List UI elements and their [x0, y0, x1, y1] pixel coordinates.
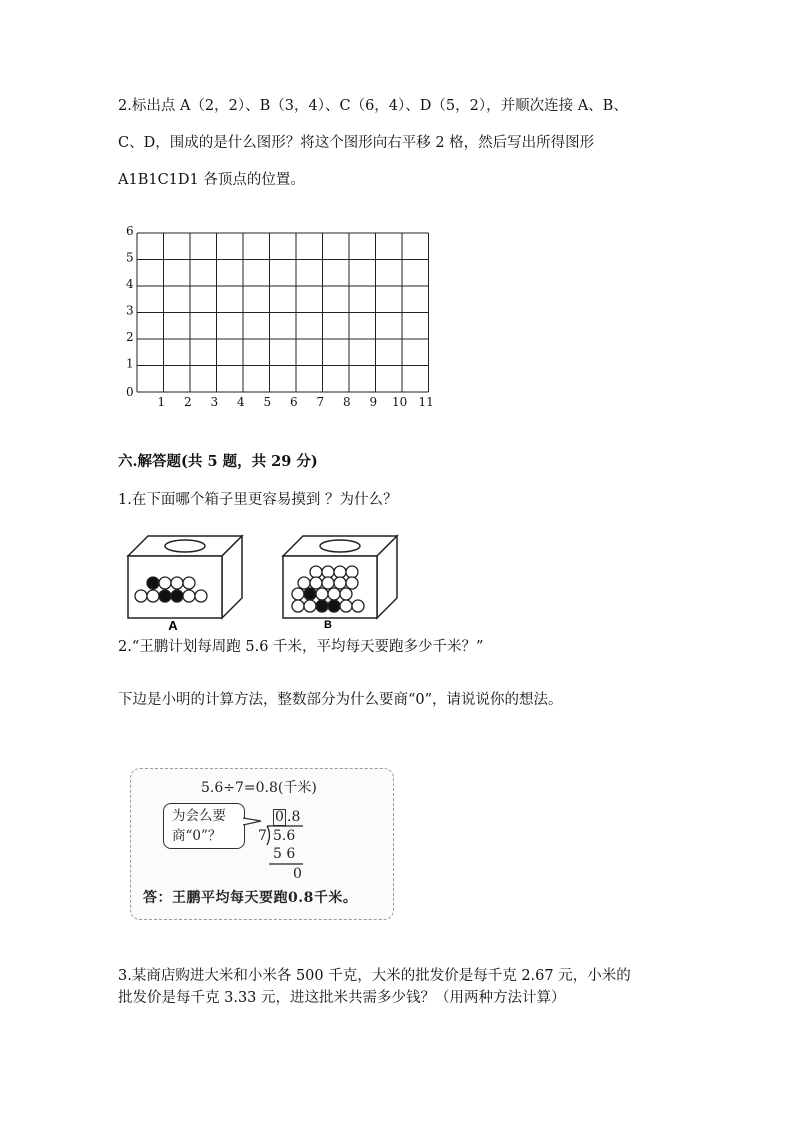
q2-line-1: 2.标出点 A（2，2）、B（3，4）、C（6，4）、D（5，2），并顺次连接 A、B、 — [118, 98, 628, 114]
x-tick-label: 1 — [157, 395, 166, 409]
box-a — [128, 536, 242, 632]
x-tick-label: 6 — [290, 395, 298, 409]
x-tick-label: 9 — [369, 395, 378, 409]
white-ball — [298, 577, 310, 589]
white-ball — [340, 600, 352, 612]
section-6-q3-line-2: 批发价是每千克 3.33 元，进这批米共需多少钱？（用两种方法计算） — [118, 990, 566, 1006]
y-tick-label: 2 — [126, 330, 134, 344]
black-ball — [316, 600, 328, 612]
white-ball — [135, 590, 147, 602]
section-6-q2-line-2: 下边是小明的计算方法，整数部分为什么要商“0”，请说说你的想法。 — [118, 692, 563, 708]
white-ball — [340, 588, 352, 600]
y-tick-label: 5 — [126, 250, 134, 265]
white-ball — [352, 600, 364, 612]
bubble-line-1: 为会么要 — [172, 808, 226, 824]
product: 5 6 — [273, 846, 296, 862]
white-ball — [171, 577, 183, 589]
black-ball — [159, 590, 171, 602]
boxes-figure — [120, 528, 410, 632]
white-ball — [292, 600, 304, 612]
white-ball — [159, 577, 171, 589]
section-6-heading: 六.解答题(共 5 题，共 29 分) — [118, 453, 318, 470]
section-6-q2-line-1: 2.“王鹏计划每周跑 5.6 千米，平均每天要跑多少千米？” — [118, 639, 484, 655]
white-ball — [195, 590, 207, 602]
quotient-integer-digit: 0 — [275, 809, 284, 825]
box-a-label: A — [168, 618, 178, 632]
white-ball — [346, 577, 358, 589]
white-ball — [292, 588, 304, 600]
dividend: 5.6 — [273, 828, 296, 844]
black-ball — [147, 577, 159, 589]
x-tick-label: 5 — [263, 395, 272, 409]
bubble-line-2: 商“0”？ — [172, 828, 222, 844]
black-ball — [328, 600, 340, 612]
q2-line-2: C、D，围成的是什么图形？将这个图形向右平移 2 格，然后写出所得图形 — [118, 135, 595, 151]
x-tick-label: 10 — [392, 395, 408, 409]
x-tick-label: 3 — [210, 395, 219, 409]
x-tick-label: 8 — [343, 395, 351, 409]
coordinate-grid — [118, 224, 448, 414]
y-tick-label: 0 — [126, 385, 134, 399]
white-ball — [322, 577, 334, 589]
white-ball — [316, 588, 328, 600]
white-ball — [304, 600, 316, 612]
white-ball — [147, 590, 159, 602]
speech-bubble — [163, 803, 245, 849]
white-ball — [334, 577, 346, 589]
long-division — [255, 809, 315, 889]
box-b — [283, 536, 397, 631]
y-tick-label: 3 — [126, 303, 134, 318]
section-6-q3-line-1: 3.某商店购进大米和小米各 500 千克，大米的批发价是每千克 2.67 元，小米的 — [118, 968, 631, 984]
quotient-fraction: .8 — [287, 809, 301, 825]
x-tick-label: 4 — [237, 395, 245, 409]
remainder: 0 — [293, 866, 302, 882]
white-ball — [183, 577, 195, 589]
section-6-q1: 1.在下面哪个箱子里更容易摸到 ？为什么？ — [118, 492, 398, 508]
calc-equation: 5.6÷7=0.8(千米) — [201, 780, 317, 796]
black-ball — [171, 590, 183, 602]
calculation-card — [130, 768, 394, 920]
x-tick-label: 2 — [184, 395, 192, 409]
box-a-opening — [165, 540, 205, 552]
box-b-label: B — [324, 619, 332, 631]
q2-line-3: A1B1C1D1 各顶点的位置。 — [118, 172, 305, 188]
black-ball — [304, 588, 316, 600]
y-tick-label: 1 — [126, 356, 134, 371]
white-ball — [183, 590, 195, 602]
y-tick-label: 6 — [126, 224, 134, 238]
box-b-opening — [320, 540, 360, 552]
y-tick-label: 4 — [126, 277, 134, 291]
white-ball — [346, 566, 358, 578]
white-ball — [322, 566, 334, 578]
calc-answer: 答：王鹏平均每天要跑0.8千米。 — [143, 890, 358, 906]
x-tick-label: 7 — [316, 395, 325, 409]
x-tick-label: 11 — [418, 395, 434, 409]
white-ball — [310, 566, 322, 578]
white-ball — [310, 577, 322, 589]
divisor: 7 — [258, 828, 267, 844]
white-ball — [328, 588, 340, 600]
white-ball — [334, 566, 346, 578]
